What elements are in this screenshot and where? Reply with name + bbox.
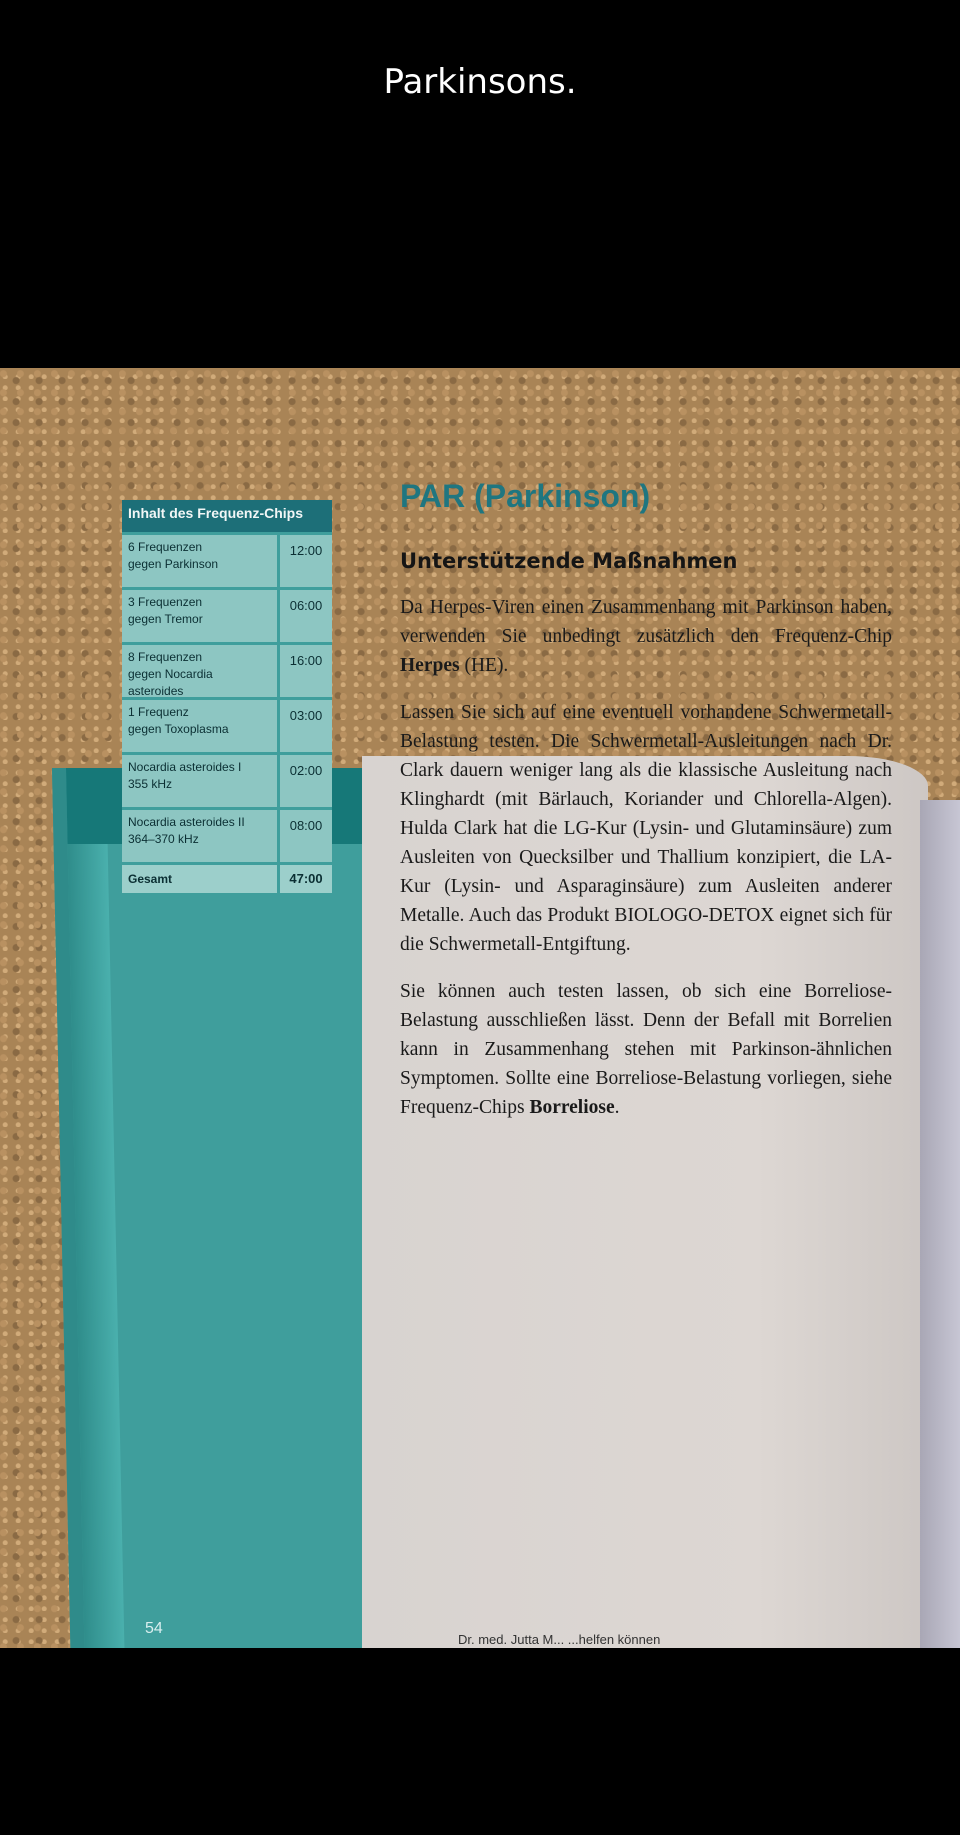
next-page-edge — [920, 800, 960, 1648]
paragraph-heavy-metals: Lassen Sie sich auf eine eventuell vorhandene Schwermetall-Belastung testen. Die Schwermetall-Ausleitungen nach Dr. Clark dauern weniger lang als die klassische Ausleitung nach Klinghardt (mit Bärlauch, Koriander und Chlorella-Algen). Hulda Clark hat die LG-Kur (Lysin- und Glutaminsäure) zum Ausleiten von Quecksilber und Thallium konzipiert, die LA-Kur (Lysin- und Asparaginsäure) zum Ausleiten anderer Metalle. Auch das Produkt BIOLOGO-DETOX eignet sich für die Schwermetall-Entgiftung. — [400, 702, 892, 955]
table-row — [122, 587, 332, 642]
page-number: 54 — [145, 1620, 163, 1637]
chip-name-borreliose: Borreliose — [529, 1097, 615, 1118]
paragraph-text: Sie können auch testen lassen, ob sich eine Borreliose-Belastung ausschließen lässt. Denn der Befall mit Borrelien kann in Zusammenhang stehen mit Parkinson-ähnlichen Symptomen. Sollte eine Borreliose-Belastung vorliegen, siehe Frequenz-Chips — [400, 981, 892, 1118]
row-line: Nocardia asteroides II — [128, 815, 245, 829]
page-footer: Dr. med. Jutta M... ...helfen können — [458, 1632, 661, 1646]
caption: Parkinsons. — [383, 62, 577, 102]
table-row — [122, 532, 332, 587]
table-title: Inhalt des Frequenz-Chips — [122, 500, 332, 532]
row-time: 08:00 — [277, 810, 332, 862]
paragraph-text: Da Herpes-Viren einen Zusammenhang mit Parkinson haben, verwenden Sie unbedingt zusätzlich den Frequenz-Chip — [400, 597, 892, 647]
row-line: gegen Nocardia asteroides — [128, 667, 213, 698]
row-time: 03:00 — [277, 700, 332, 752]
table-row — [122, 642, 332, 697]
table-row — [122, 752, 332, 807]
bottom-letterbox — [0, 1648, 960, 1835]
row-time: 02:00 — [277, 755, 332, 807]
paragraph-text: (HE). — [459, 655, 509, 676]
row-description — [122, 590, 277, 642]
table-row — [122, 807, 332, 862]
page-title: PAR (Parkinson) — [400, 478, 651, 514]
chip-name-herpes: Herpes — [400, 655, 460, 676]
right-page-content — [400, 478, 892, 1140]
row-line: 3 Frequenzen — [128, 595, 203, 609]
row-time: 06:00 — [277, 590, 332, 642]
row-line: gegen Toxoplasma — [128, 722, 229, 736]
row-description — [122, 700, 277, 752]
row-line: gegen Parkinson — [128, 557, 219, 571]
paragraph-borreliosis — [400, 977, 892, 1122]
row-line: 364–370 kHz — [128, 832, 199, 846]
total-time: 47:00 — [277, 865, 332, 893]
row-description — [122, 645, 277, 697]
total-label: Gesamt — [128, 872, 173, 886]
row-time: 16:00 — [277, 645, 332, 697]
left-page-side-strip — [68, 844, 131, 1648]
row-time: 12:00 — [277, 535, 332, 587]
row-line: 8 Frequenzen — [128, 650, 203, 664]
frequency-chip-table — [122, 500, 332, 893]
left-page — [52, 768, 396, 1648]
row-description — [122, 755, 277, 807]
paragraph-herpes — [400, 593, 892, 680]
row-line: 6 Frequenzen — [128, 540, 203, 554]
row-description — [122, 535, 277, 587]
section-heading: Unterstützende Maßnahmen — [400, 549, 738, 573]
row-line: 355 kHz — [128, 777, 173, 791]
row-line: gegen Tremor — [128, 612, 203, 626]
table-total-row — [122, 862, 332, 893]
row-line: 1 Frequenz — [128, 705, 189, 719]
paragraph-text: . — [614, 1097, 620, 1118]
row-line: Nocardia asteroides I — [128, 760, 242, 774]
row-description — [122, 810, 277, 862]
table-row — [122, 697, 332, 752]
